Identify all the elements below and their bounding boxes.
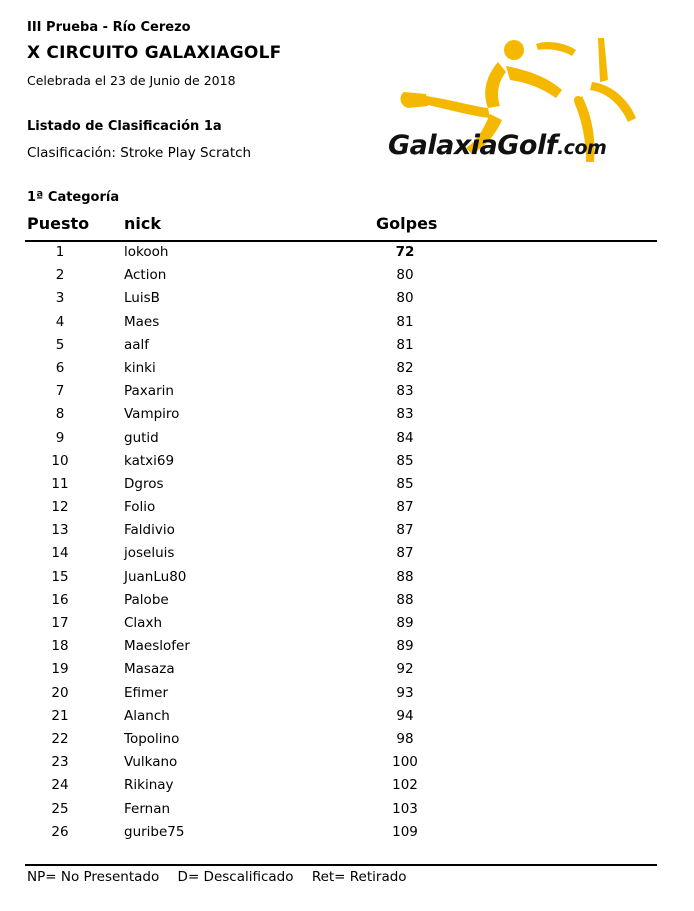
cell-nick: katxi69 (124, 452, 175, 469)
cell-puesto: 13 (51, 522, 69, 539)
cell-nick: Efimer (124, 684, 169, 701)
cell-nick: joseluis (124, 545, 175, 562)
cell-puesto: 4 (55, 313, 65, 330)
cell-golpes: 80 (396, 267, 414, 284)
legend-np: NP= No Presentado (27, 869, 160, 885)
table-row (0, 590, 694, 613)
cell-nick: Alanch (124, 707, 170, 724)
table-row (0, 335, 694, 358)
cell-puesto: 6 (55, 359, 65, 376)
table-row (0, 312, 694, 335)
cell-nick: Maes (124, 313, 160, 330)
table-row (0, 543, 694, 566)
cell-nick: JuanLu80 (124, 568, 187, 585)
listing-title: Listado de Clasificación 1a (27, 119, 222, 134)
cell-puesto: 26 (51, 823, 69, 840)
table-row (0, 497, 694, 520)
cell-golpes: 109 (392, 823, 418, 840)
cell-puesto: 5 (55, 336, 65, 353)
table-row (0, 451, 694, 474)
cell-golpes: 84 (396, 429, 414, 446)
cell-puesto: 23 (51, 754, 69, 771)
cell-golpes: 72 (395, 244, 415, 260)
table-row (0, 752, 694, 775)
cell-nick: Vampiro (124, 406, 180, 423)
footer-divider (25, 864, 657, 866)
cell-puesto: 3 (55, 290, 65, 307)
cell-puesto: 10 (51, 452, 69, 469)
table-row (0, 613, 694, 636)
cell-golpes: 92 (396, 661, 414, 678)
table-row (0, 822, 694, 845)
cell-golpes: 85 (396, 452, 414, 469)
cell-golpes: 100 (392, 754, 418, 771)
results-table (0, 242, 694, 845)
cell-golpes: 102 (392, 777, 418, 794)
cell-puesto: 16 (51, 591, 69, 608)
cell-golpes: 87 (396, 545, 414, 562)
cell-nick: Folio (124, 499, 156, 516)
cell-golpes: 88 (396, 568, 414, 585)
table-row (0, 775, 694, 798)
column-header-golpes: Golpes (376, 214, 438, 233)
table-row (0, 474, 694, 497)
cell-nick: Claxh (124, 615, 162, 631)
cell-nick: Topolino (124, 730, 180, 747)
cell-puesto: 12 (51, 499, 69, 516)
legend-ret: Ret= Retirado (311, 869, 407, 885)
table-row (0, 288, 694, 311)
cell-puesto: 25 (51, 800, 69, 817)
cell-nick: aalf (124, 336, 150, 353)
table-row (0, 404, 694, 427)
cell-nick: lokooh (124, 244, 169, 260)
cell-puesto: 7 (55, 383, 65, 400)
cell-nick: Masaza (124, 661, 175, 678)
galaxiagolf-logo (388, 130, 606, 161)
cell-golpes: 93 (396, 684, 414, 701)
table-row (0, 265, 694, 288)
cell-puesto: 17 (51, 615, 69, 631)
table-row (0, 683, 694, 706)
cell-puesto: 21 (51, 707, 69, 724)
cell-golpes: 94 (396, 707, 414, 724)
cell-golpes: 87 (396, 499, 414, 516)
column-header-puesto: Puesto (27, 214, 90, 233)
cell-nick: Vulkano (124, 754, 178, 771)
logo-suffix: .com (556, 137, 607, 159)
cell-nick: Faldivio (124, 522, 175, 539)
table-row (0, 706, 694, 729)
table-row (0, 242, 694, 265)
cell-golpes: 103 (392, 800, 418, 817)
cell-puesto: 9 (55, 429, 65, 446)
table-row (0, 799, 694, 822)
table-row (0, 428, 694, 451)
cell-nick: Dgros (124, 475, 164, 492)
event-stage: III Prueba - Río Cerezo (27, 20, 191, 35)
cell-golpes: 80 (396, 290, 414, 307)
cell-golpes: 81 (396, 313, 414, 330)
cell-golpes: 82 (396, 359, 414, 376)
cell-golpes: 81 (396, 336, 414, 353)
cell-nick: Fernan (124, 800, 171, 817)
cell-golpes: 83 (396, 383, 414, 400)
table-row (0, 729, 694, 752)
cell-puesto: 24 (51, 777, 69, 794)
cell-puesto: 1 (55, 244, 65, 260)
cell-nick: Action (124, 267, 167, 284)
logo-name: GalaxiaGolf (388, 130, 557, 161)
cell-puesto: 19 (51, 661, 69, 678)
cell-nick: Paxarin (124, 383, 174, 400)
cell-golpes: 87 (396, 522, 414, 539)
category-label: 1ª Categoría (27, 190, 120, 205)
cell-puesto: 14 (51, 545, 69, 562)
cell-nick: gutid (124, 429, 159, 446)
cell-golpes: 85 (396, 475, 414, 492)
cell-nick: kinki (124, 359, 156, 376)
cell-golpes: 89 (396, 638, 414, 655)
table-row (0, 567, 694, 590)
cell-nick: Rikinay (124, 777, 174, 794)
cell-puesto: 15 (51, 568, 69, 585)
table-row (0, 659, 694, 682)
cell-nick: Palobe (124, 591, 169, 608)
event-date: Celebrada el 23 de Junio de 2018 (27, 73, 236, 88)
cell-golpes: 98 (396, 730, 414, 747)
cell-golpes: 88 (396, 591, 414, 608)
cell-golpes: 89 (396, 615, 414, 631)
cell-puesto: 11 (51, 475, 69, 492)
cell-puesto: 20 (51, 684, 69, 701)
classification-type: Clasificación: Stroke Play Scratch (27, 145, 252, 161)
table-row (0, 358, 694, 381)
cell-puesto: 22 (51, 730, 69, 747)
table-row (0, 381, 694, 404)
cell-puesto: 2 (55, 267, 65, 284)
cell-nick: Maeslofer (124, 638, 190, 655)
legend (27, 869, 421, 885)
cell-nick: guribe75 (124, 823, 185, 840)
cell-puesto: 8 (55, 406, 65, 423)
legend-d: D= Descalificado (177, 869, 294, 885)
table-row (0, 636, 694, 659)
circuit-title: X CIRCUITO GALAXIAGOLF (27, 43, 282, 63)
column-header-nick: nick (124, 214, 161, 233)
table-row (0, 520, 694, 543)
cell-nick: LuisB (124, 290, 160, 307)
cell-puesto: 18 (51, 638, 69, 655)
cell-golpes: 83 (396, 406, 414, 423)
